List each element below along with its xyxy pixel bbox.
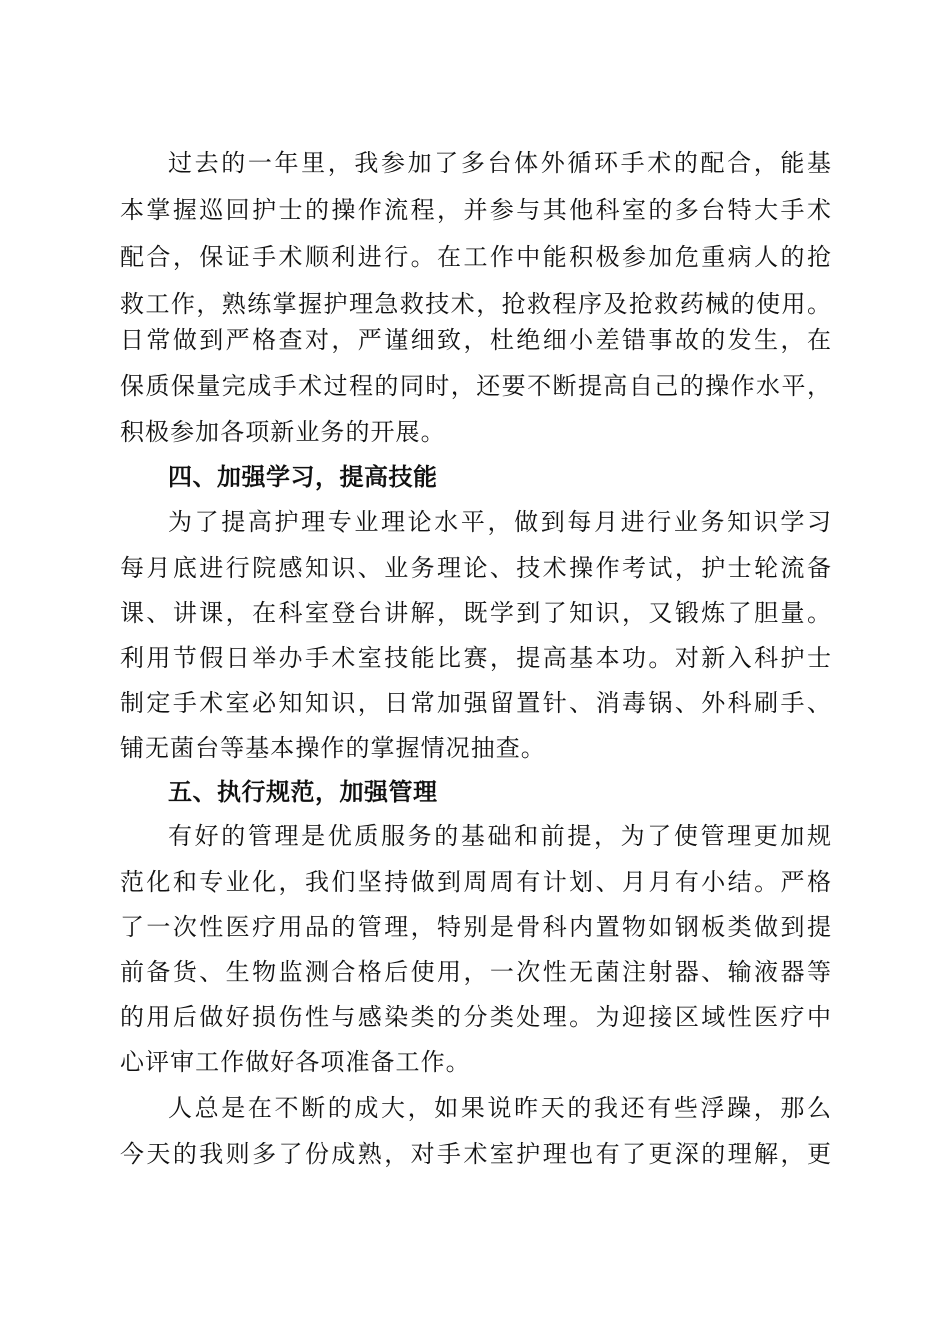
paragraph-1-line-6: 保质保量完成手术过程的同时，还要不断提高自己的操作水平， bbox=[120, 372, 832, 400]
paragraph-2-line-5: 制定手术室必知知识，日常加强留置针、消毒锅、外科刷手、 bbox=[120, 689, 832, 717]
paragraph-1-line-1: 过去的一年里，我参加了多台体外循环手术的配合，能基 bbox=[168, 149, 832, 177]
paragraph-4-line-1: 人总是在不断的成大，如果说昨天的我还有些浮躁，那么 bbox=[168, 1094, 832, 1122]
section-heading-4: 四、加强学习，提高技能 bbox=[168, 463, 438, 491]
paragraph-3-line-4: 前备货、生物监测合格后使用，一次性无菌注射器、输液器等 bbox=[120, 958, 832, 986]
section-heading-5: 五、执行规范，加强管理 bbox=[168, 778, 438, 806]
paragraph-3-line-6: 心评审工作做好各项准备工作。 bbox=[120, 1048, 471, 1076]
paragraph-1-line-2: 本掌握巡回护士的操作流程，并参与其他科室的多台特大手术 bbox=[120, 196, 832, 224]
paragraph-1-line-4: 救工作，熟练掌握护理急救技术，抢救程序及抢救药械的使用。 bbox=[120, 290, 832, 318]
paragraph-2-line-3: 课、讲课，在科室登台讲解，既学到了知识，又锻炼了胆量。 bbox=[120, 599, 832, 627]
paragraph-2-line-1: 为了提高护理专业理论水平，做到每月进行业务知识学习 bbox=[168, 508, 832, 536]
paragraph-1-line-3: 配合，保证手术顺利进行。在工作中能积极参加危重病人的抢 bbox=[120, 243, 832, 271]
paragraph-3-line-5: 的用后做好损伤性与感染类的分类处理。为迎接区域性医疗中 bbox=[120, 1003, 832, 1031]
paragraph-3-line-1: 有好的管理是优质服务的基础和前提，为了使管理更加规 bbox=[168, 822, 832, 850]
paragraph-4-line-2: 今天的我则多了份成熟，对手术室护理也有了更深的理解，更 bbox=[120, 1140, 832, 1168]
paragraph-3-line-2: 范化和专业化，我们坚持做到周周有计划、月月有小结。严格 bbox=[120, 868, 832, 896]
paragraph-2-line-4: 利用节假日举办手术室技能比赛，提高基本功。对新入科护士 bbox=[120, 644, 832, 672]
paragraph-3-line-3: 了一次性医疗用品的管理，特别是骨科内置物如钢板类做到提 bbox=[120, 913, 832, 941]
paragraph-2-line-6: 铺无菌台等基本操作的掌握情况抽查。 bbox=[120, 734, 546, 762]
paragraph-1-line-7: 积极参加各项新业务的开展。 bbox=[120, 418, 446, 446]
paragraph-2-line-2: 每月底进行院感知识、业务理论、技术操作考试，护士轮流备 bbox=[120, 554, 832, 582]
paragraph-1-line-5: 日常做到严格查对，严谨细致，杜绝细小差错事故的发生，在 bbox=[120, 326, 832, 354]
